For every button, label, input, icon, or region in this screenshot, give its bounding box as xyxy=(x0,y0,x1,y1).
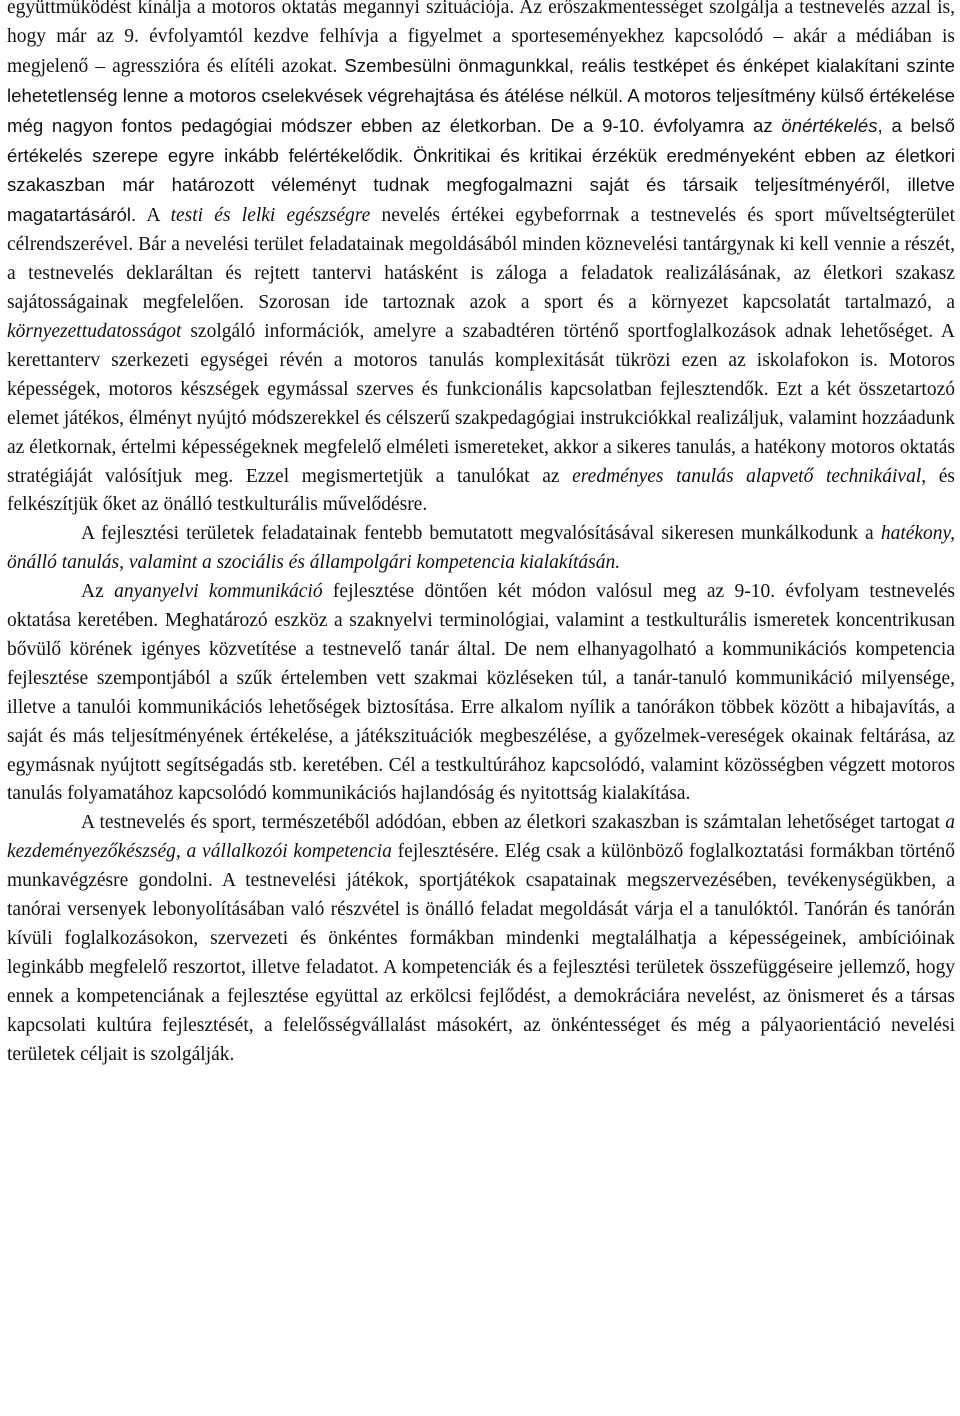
paragraph xyxy=(7,578,955,809)
text-run: A fejlesztési területek feladatainak fentebb bemutatott megvalósításával sikeresen munkálkodunk a xyxy=(81,523,881,545)
text-run: fejlesztésére. Elég csak a különböző foglalkoztatási formákban történő munkavégzésre gondolni. A testnevelési játékok, sportjátékok csapatainak megszervezésében, tevékenységükben, a tanórai versenyek lebonyolításában való részvétel is önálló feladat megoldását várja el a tanulóktól. Tanórán és tanórán kívüli foglalkozásokon, szervezeti és önkéntes formákban mindenki megtalálhatja a képességeinek, ambícióinak leginkább megfelelő reszortot, illetve feladatot. A kompetenciák és a fejlesztési területek összefüggéseire jellemző, hogy ennek a kompetenciának a fejlesztése együttal az erkölcsi fejlődést, a demokráciára nevelést, az önismeret és a társas kapcsolati kultúra fejlesztését, a felelősségvállalást másokért, az önkéntességet és még a pályaorientáció nevelési területek céljait is szolgálják. xyxy=(7,841,956,1065)
emphasized-text: környezettudatosságot xyxy=(7,320,182,342)
text-run: Szembesülni önmagunkkal, reális testképet és énképet kialakítani szinte lehetetlenség lenne a motoros cselekvések végrehajtása és átélése nélkül. A motoros teljesítmény külső értékelése még nagyon fontos pedagógiai módszer ebben az életkorban. De a 9-10. évfolyamra az xyxy=(7,54,955,136)
text-run: szolgáló információk, amelyre a szabadtéren történő sportfoglalkozások adnak lehetőséget. A kerettanterv szerkezeti egységei révén a motoros tanulás komplexitását tükrözi ezen az iskolafokon is. Motoros képességek, motoros készségek egymással szerves és funkcionális kapcsolatban fejlesztendők. Ezt a két összetartozó elemet játékos, élményt nyújtó módszerekkel és célszerű szakpedagógiai instrukciókkal realizáljuk, valamint hozzáadunk az életkornak, értelmi képességeknek megfelelő elméleti ismereteket, akkor a sikeres tanulás, a hatékony motoros oktatás stratégiáját valósítjuk meg. Ezzel megismertetjük a tanulókat az xyxy=(7,320,955,487)
emphasized-text: a kezdeményezőkészség, a vállalkozói kompetencia xyxy=(7,812,955,863)
text-run: A xyxy=(136,205,171,227)
text-run: , és felkészítjük őket az önálló testkulturális művelődésre. xyxy=(7,465,956,516)
emphasized-text: anyanyelvi kommunikáció xyxy=(114,581,323,603)
text-run: fejlesztése döntően két módon valósul meg az 9-10. évfolyam testnevelés oktatása keretében. Meghatározó eszköz a szaknyelvi terminológiai, valamint a testkulturális ismeretek koncentrikusan bővülő körének igényes közvetítése a testnevelő tanár által. De nem elhanyagolható a kommunikációs kompetencia fejlesztése szempontjából a szűk értelemben vett szakmai közléseken túl, a tanár-tanuló kommunikáció milyensége, illetve a tanulói kommunikációs lehetőségek biztosítása. Erre alkalom nyílik a tanórákon többek között a hibajavítás, a saját és más teljesítményének értékelése, a játékszituációk megbeszélése, a győzelmek-vereségek okainak feltárása, az egymásnak nyújtott segítségadás stb. keretében. Cél a testkultúrához kapcsolódó, valamint közösségben végzett motoros tanulás folyamatához kapcsolódó kommunikációs hajlandóság és nyitottság kialakítása. xyxy=(7,581,955,805)
emphasized-text: hatékony, önálló tanulás, valamint a szociális és állampolgári kompetencia kialakításán. xyxy=(7,523,955,574)
emphasized-text: testi és lelki egészségre xyxy=(170,205,371,227)
emphasized-text: önértékelés xyxy=(781,114,878,136)
paragraph xyxy=(7,809,955,1069)
paragraph xyxy=(7,0,955,520)
text-run: , a belső értékelés szerepe egyre inkább felértékelődik. Önkritikai és kritikai érzékük eredményeként ebben az életkori szakaszban már határozott véleményt tudnak megfogalmazni saját és társaik teljesítményéről, illetve magatartásáról. xyxy=(7,114,956,226)
text-run: Az xyxy=(81,581,115,603)
emphasized-text: eredményes tanulás alapvető technikáival xyxy=(572,465,922,487)
text-run: A testnevelés és sport, természetéből adódóan, ebben az életkori szakaszban is számtalan lehetőséget tartogat xyxy=(81,812,946,834)
text-run: együttműködést kínálja a motoros oktatás megannyi szituációja. Az erőszakmentességet szolgálja a testnevelés azzal is, hogy már az 9. évfolyamtól kezdve felhívja a figyelmet a sporteseményekhez kapcsolódó – akár a médiában is megjelenő – agresszióra és elítéli azokat. xyxy=(7,0,955,77)
paragraph xyxy=(7,520,955,578)
text-run: nevelés értékei egybeforrnak a testnevelés és sport műveltségterület célrendszerével. Bár a nevelési terület feladatainak megoldásából minden köznevelési tantárgynak ki kell vennie a részét, a testnevelés deklaráltan és rejtett tantervi hatásként is záloga a feladatok realizálásának, az életkori szakasz sajátosságainak megfelelően. Szorosan ide tartoznak azok a sport és a környezet kapcsolatát tartalmazó, a xyxy=(7,205,955,314)
